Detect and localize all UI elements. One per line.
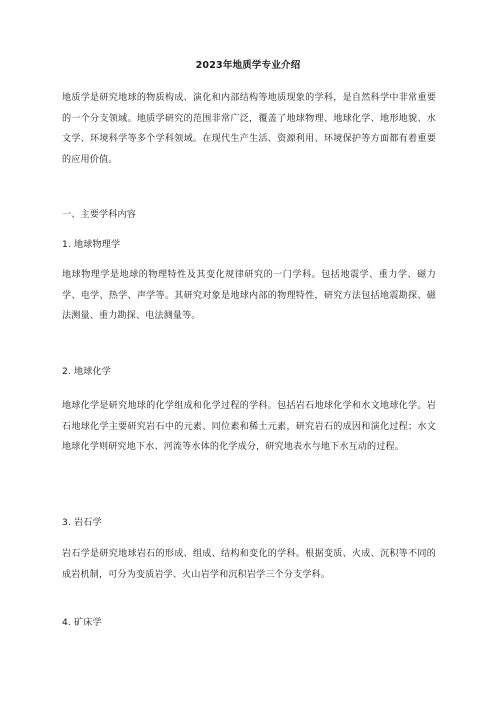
subject-body-geophysics: 地球物理学是地球的物理特性及其变化规律研究的一门学科。包括地震学、重力学、磁力学、电学、热学、声学等。其研究对象是地球内部的物理特性，研究方法包括地震勘探、磁法测量、重力勘探、电法测量等。	[62, 270, 436, 321]
section-heading: 一、主要学科内容	[62, 210, 136, 220]
document-title: 2023年地质学专业介绍	[195, 60, 301, 71]
subject-body-petrology: 岩石学是研究地球岩石的形成、组成、结构和变化的学科。根据变质、火成、沉积等不同的成岩机制，可分为变质岩学、火山岩学和沉积岩学三个分支学科。	[62, 549, 436, 580]
subject-heading-mineral-deposits: 4. 矿床学	[62, 618, 102, 628]
subject-heading-petrology: 3. 岩石学	[62, 518, 102, 528]
subject-body-geochemistry: 地球化学是研究地球的化学组成和化学过程的学科。包括岩石地球化学和水文地球化学。岩石地球化学主要研究岩石中的元素、同位素和稀土元素，研究岩石的成因和演化过程；水文地球化学则研究地下水、河流等水体的化学成分，研究地表水与地下水互动的过程。	[62, 401, 436, 452]
subject-heading-geophysics: 1. 地球物理学	[62, 240, 121, 250]
intro-paragraph: 地质学是研究地球的物质构成、演化和内部结构等地质现象的学科，是自然科学中非常重要的一个分支领域。地质学研究的范围非常广泛，覆盖了地球物理、地球化学、地形地貌、水文学、环境科学等多个学科领域。在现代生产生活、资源利用、环境保护等方面都有着重要的应用价值。	[62, 93, 436, 165]
subject-heading-geochemistry: 2. 地球化学	[62, 367, 111, 377]
